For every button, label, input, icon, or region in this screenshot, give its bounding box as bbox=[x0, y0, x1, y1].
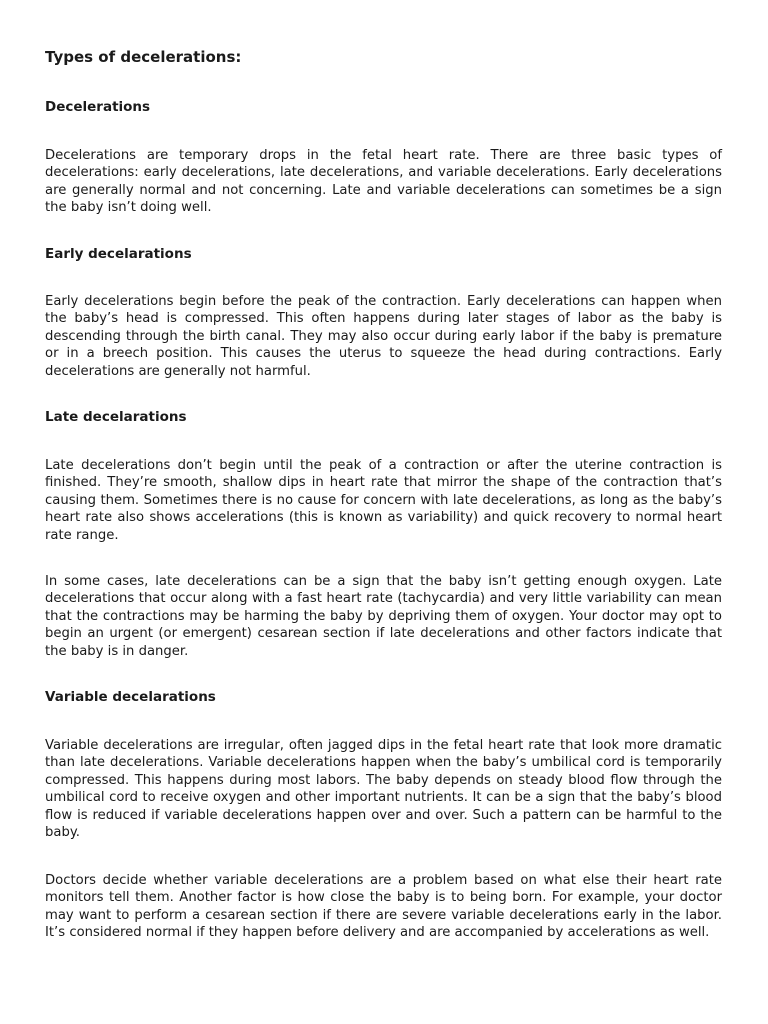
paragraph-decelerations: Decelerations are temporary drops in the fetal heart rate. There are three basic types of decelerations: early decelerations, late decelerations, and variable decelerations. Early decelerations are generally normal and not concerning. Late and variable decelerations can sometimes be a sign the baby isn’t doing well. bbox=[45, 148, 722, 216]
section-heading-variable-decelerations: Variable decelarations bbox=[45, 689, 216, 705]
section-heading-late-decelerations: Late decelarations bbox=[45, 409, 187, 425]
paragraph-late-decelerations-1: Late decelerations don’t begin until the peak of a contraction or after the uterine contraction is finished. They’re smooth, shallow dips in heart rate that mirror the shape of the contraction that’s causing them. Sometimes there is no cause for concern with late decelerations, as long as the baby’s heart rate also shows accelerations (this is known as variability) and quick recovery to normal heart rate range. bbox=[45, 458, 722, 543]
paragraph-variable-decelerations-1: Variable decelerations are irregular, often jagged dips in the fetal heart rate that look more dramatic than late decelerations. Variable decelerations happen when the baby’s umbilical cord is temporarily compressed. This happens during most labors. The baby depends on steady blood flow through the umbilical cord to receive oxygen and other important nutrients. It can be a sign that the baby’s blood flow is reduced if variable decelerations happen over and over. Such a pattern can be harmful to the baby. bbox=[45, 738, 722, 841]
section-heading-decelerations: Decelerations bbox=[45, 99, 151, 115]
paragraph-late-decelerations-2: In some cases, late decelerations can be a sign that the baby isn’t getting enough oxygen. Late decelerations that occur along with a fast heart rate (tachycardia) and very little variability can mean that the contractions may be harming the baby by depriving them of oxygen. Your doctor may opt to begin an urgent (or emergent) cesarean section if late decelerations and other factors indicate that the baby is in danger. bbox=[45, 574, 722, 659]
page-title: Types of decelerations: bbox=[45, 48, 242, 66]
paragraph-variable-decelerations-2: Doctors decide whether variable decelerations are a problem based on what else their heart rate monitors tell them. Another factor is how close the baby is to being born. For example, your doctor may want to perform a cesarean section if there are severe variable decelerations early in the labor. It’s considered normal if they happen before delivery and are accompanied by accelerations as well. bbox=[45, 873, 722, 941]
paragraph-early-decelerations: Early decelerations begin before the peak of the contraction. Early decelerations can happen when the baby’s head is compressed. This often happens during later stages of labor as the baby is descending through the birth canal. They may also occur during early labor if the baby is premature or in a breech position. This causes the uterus to squeeze the head during contractions. Early decelerations are generally not harmful. bbox=[45, 294, 722, 379]
section-heading-early-decelerations: Early decelarations bbox=[45, 246, 192, 262]
